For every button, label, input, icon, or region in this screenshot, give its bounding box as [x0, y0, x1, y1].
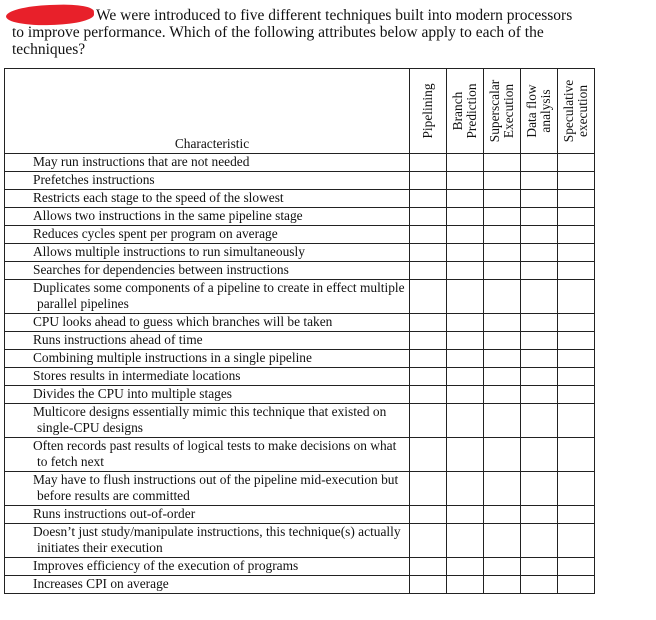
characteristic-cell	[5, 472, 410, 506]
characteristic-text: Reduces cycles spent per program on average	[33, 226, 278, 241]
table-row	[5, 262, 595, 280]
table-row	[5, 208, 595, 226]
characteristic-cell	[5, 576, 410, 594]
characteristic-cell	[5, 368, 410, 386]
answer-cell-pipelining[interactable]	[410, 472, 447, 506]
answer-cell-pipelining[interactable]	[410, 524, 447, 558]
column-header-speculative-execution: Speculative execution	[558, 69, 595, 154]
answer-cell-speculative-execution[interactable]	[558, 350, 595, 368]
answer-cell-superscalar-execution[interactable]	[484, 226, 521, 244]
row-number	[9, 524, 33, 540]
answer-cell-pipelining[interactable]	[410, 262, 447, 280]
answer-cell-speculative-execution[interactable]	[558, 368, 595, 386]
answer-cell-speculative-execution[interactable]	[558, 226, 595, 244]
answer-cell-data-flow-analysis[interactable]	[521, 506, 558, 524]
question-text	[12, 7, 612, 58]
characteristic-text: Restricts each stage to the speed of the slowest	[33, 190, 284, 205]
answer-cell-data-flow-analysis[interactable]	[521, 244, 558, 262]
column-header-pipelining: Pipelining	[410, 69, 447, 154]
answer-cell-superscalar-execution[interactable]	[484, 314, 521, 332]
characteristic-text: Runs instructions out-of-order	[33, 506, 196, 521]
row-number	[9, 226, 33, 242]
table-row	[5, 576, 595, 594]
answer-cell-data-flow-analysis[interactable]	[521, 190, 558, 208]
answer-cell-data-flow-analysis[interactable]	[521, 368, 558, 386]
characteristic-text: Multicore designs essentially mimic this technique that existed on single-CPU designs	[33, 404, 387, 435]
answer-cell-branch-prediction[interactable]	[447, 368, 484, 386]
question-line-1: We were introduced to five different techniques built into modern processors	[96, 7, 573, 24]
answer-cell-pipelining[interactable]	[410, 506, 447, 524]
characteristic-text: Increases CPI on average	[33, 576, 169, 591]
characteristic-text: Doesn’t just study/manipulate instructions, this technique(s) actually initiates their execution	[33, 524, 401, 555]
characteristic-text: Divides the CPU into multiple stages	[33, 386, 232, 401]
table-row	[5, 506, 595, 524]
answer-cell-speculative-execution[interactable]	[558, 280, 595, 314]
answer-cell-superscalar-execution[interactable]	[484, 524, 521, 558]
answer-cell-data-flow-analysis[interactable]	[521, 332, 558, 350]
answer-cell-superscalar-execution[interactable]	[484, 244, 521, 262]
characteristic-text: Combining multiple instructions in a single pipeline	[33, 350, 312, 365]
answer-cell-speculative-execution[interactable]	[558, 190, 595, 208]
table-row	[5, 280, 595, 314]
answer-cell-pipelining[interactable]	[410, 332, 447, 350]
header-row	[5, 69, 595, 154]
table-row	[5, 558, 595, 576]
answer-cell-superscalar-execution[interactable]	[484, 172, 521, 190]
answer-cell-data-flow-analysis[interactable]	[521, 314, 558, 332]
row-number	[9, 350, 33, 366]
row-number	[9, 472, 33, 488]
characteristic-cell	[5, 244, 410, 262]
table-row	[5, 350, 595, 368]
answer-cell-superscalar-execution[interactable]	[484, 506, 521, 524]
answer-cell-pipelining[interactable]	[410, 244, 447, 262]
answer-cell-data-flow-analysis[interactable]	[521, 154, 558, 172]
characteristic-cell	[5, 314, 410, 332]
answer-cell-data-flow-analysis[interactable]	[521, 438, 558, 472]
answer-cell-branch-prediction[interactable]	[447, 558, 484, 576]
characteristic-text: Duplicates some components of a pipeline to create in effect multiple parallel pipelines	[33, 280, 405, 311]
answer-cell-data-flow-analysis[interactable]	[521, 524, 558, 558]
table-row	[5, 172, 595, 190]
answer-cell-pipelining[interactable]	[410, 558, 447, 576]
answer-cell-branch-prediction[interactable]	[447, 386, 484, 404]
row-number	[9, 262, 33, 278]
table-row	[5, 472, 595, 506]
answer-cell-pipelining[interactable]	[410, 350, 447, 368]
column-header-superscalar-execution: Superscalar Execution	[484, 69, 521, 154]
answer-cell-pipelining[interactable]	[410, 172, 447, 190]
answer-cell-superscalar-execution[interactable]	[484, 404, 521, 438]
answer-cell-superscalar-execution[interactable]	[484, 350, 521, 368]
answer-cell-superscalar-execution[interactable]	[484, 558, 521, 576]
answer-cell-data-flow-analysis[interactable]	[521, 386, 558, 404]
row-number	[9, 438, 33, 454]
characteristic-cell	[5, 226, 410, 244]
answer-cell-branch-prediction[interactable]	[447, 190, 484, 208]
answer-cell-superscalar-execution[interactable]	[484, 332, 521, 350]
answer-cell-pipelining[interactable]	[410, 404, 447, 438]
table-row	[5, 404, 595, 438]
answer-cell-data-flow-analysis[interactable]	[521, 350, 558, 368]
table-row	[5, 226, 595, 244]
answer-cell-data-flow-analysis[interactable]	[521, 208, 558, 226]
row-number	[9, 558, 33, 574]
answer-cell-pipelining[interactable]	[410, 190, 447, 208]
column-header-branch-prediction: Branch Prediction	[447, 69, 484, 154]
characteristic-cell	[5, 404, 410, 438]
answer-cell-data-flow-analysis[interactable]	[521, 280, 558, 314]
characteristic-text: Often records past results of logical tests to make decisions on what to fetch next	[33, 438, 397, 469]
answer-cell-speculative-execution[interactable]	[558, 332, 595, 350]
characteristic-text: May have to flush instructions out of the pipeline mid-execution but before results are committed	[33, 472, 399, 503]
answer-cell-data-flow-analysis[interactable]	[521, 404, 558, 438]
row-number	[9, 386, 33, 402]
answer-cell-branch-prediction[interactable]	[447, 280, 484, 314]
characteristic-text: Prefetches instructions	[33, 172, 155, 187]
answer-cell-branch-prediction[interactable]	[447, 350, 484, 368]
answer-cell-data-flow-analysis[interactable]	[521, 172, 558, 190]
answer-cell-pipelining[interactable]	[410, 314, 447, 332]
answer-cell-branch-prediction[interactable]	[447, 226, 484, 244]
column-header-data-flow-analysis: Data flow analysis	[521, 69, 558, 154]
answer-cell-branch-prediction[interactable]	[447, 524, 484, 558]
question-line-2: to improve performance. Which of the following attributes below apply to each of the	[12, 24, 544, 41]
answer-cell-speculative-execution[interactable]	[558, 524, 595, 558]
answer-cell-speculative-execution[interactable]	[558, 262, 595, 280]
answer-cell-branch-prediction[interactable]	[447, 154, 484, 172]
characteristic-text: May run instructions that are not needed	[33, 154, 250, 169]
answer-cell-superscalar-execution[interactable]	[484, 190, 521, 208]
answer-cell-pipelining[interactable]	[410, 368, 447, 386]
characteristic-cell	[5, 208, 410, 226]
answer-cell-speculative-execution[interactable]	[558, 472, 595, 506]
row-number	[9, 244, 33, 260]
characteristic-cell	[5, 506, 410, 524]
question-line-3: techniques?	[12, 41, 86, 58]
answer-cell-data-flow-analysis[interactable]	[521, 262, 558, 280]
answer-cell-superscalar-execution[interactable]	[484, 368, 521, 386]
characteristic-cell	[5, 438, 410, 472]
table-row	[5, 154, 595, 172]
answer-cell-superscalar-execution[interactable]	[484, 280, 521, 314]
row-number	[9, 190, 33, 206]
answer-cell-speculative-execution[interactable]	[558, 154, 595, 172]
answer-cell-superscalar-execution[interactable]	[484, 262, 521, 280]
answer-cell-branch-prediction[interactable]	[447, 404, 484, 438]
row-number	[9, 280, 33, 296]
characteristic-cell	[5, 386, 410, 404]
answer-cell-superscalar-execution[interactable]	[484, 438, 521, 472]
answer-cell-superscalar-execution[interactable]	[484, 208, 521, 226]
answer-cell-pipelining[interactable]	[410, 208, 447, 226]
characteristic-header: Characteristic	[5, 69, 410, 154]
answer-cell-speculative-execution[interactable]	[558, 172, 595, 190]
characteristic-text: Improves efficiency of the execution of programs	[33, 558, 299, 573]
row-number	[9, 314, 33, 330]
answer-cell-superscalar-execution[interactable]	[484, 386, 521, 404]
answer-cell-data-flow-analysis[interactable]	[521, 226, 558, 244]
answer-cell-speculative-execution[interactable]	[558, 438, 595, 472]
answer-cell-data-flow-analysis[interactable]	[521, 576, 558, 594]
characteristic-cell	[5, 350, 410, 368]
answer-cell-pipelining[interactable]	[410, 280, 447, 314]
table-row	[5, 190, 595, 208]
characteristic-cell	[5, 262, 410, 280]
characteristic-text: Searches for dependencies between instructions	[33, 262, 289, 277]
table-row	[5, 438, 595, 472]
answer-cell-branch-prediction[interactable]	[447, 208, 484, 226]
characteristic-cell	[5, 280, 410, 314]
table-row	[5, 386, 595, 404]
techniques-table	[4, 68, 595, 594]
row-number	[9, 368, 33, 384]
row-number	[9, 506, 33, 522]
answer-cell-speculative-execution[interactable]	[558, 576, 595, 594]
answer-cell-pipelining[interactable]	[410, 226, 447, 244]
answer-cell-branch-prediction[interactable]	[447, 172, 484, 190]
answer-cell-speculative-execution[interactable]	[558, 314, 595, 332]
answer-cell-superscalar-execution[interactable]	[484, 472, 521, 506]
answer-cell-pipelining[interactable]	[410, 438, 447, 472]
characteristic-cell	[5, 172, 410, 190]
answer-cell-branch-prediction[interactable]	[447, 472, 484, 506]
answer-cell-branch-prediction[interactable]	[447, 314, 484, 332]
answer-cell-data-flow-analysis[interactable]	[521, 558, 558, 576]
table-row	[5, 244, 595, 262]
answer-cell-branch-prediction[interactable]	[447, 438, 484, 472]
characteristic-cell	[5, 332, 410, 350]
table-row	[5, 332, 595, 350]
characteristic-cell	[5, 558, 410, 576]
row-number	[9, 404, 33, 420]
table-row	[5, 368, 595, 386]
row-number	[9, 332, 33, 348]
answer-cell-speculative-execution[interactable]	[558, 506, 595, 524]
table-row	[5, 314, 595, 332]
characteristic-text: Stores results in intermediate locations	[33, 368, 241, 383]
answer-cell-pipelining[interactable]	[410, 154, 447, 172]
answer-cell-superscalar-execution[interactable]	[484, 576, 521, 594]
row-number	[9, 576, 33, 592]
answer-cell-speculative-execution[interactable]	[558, 208, 595, 226]
answer-cell-data-flow-analysis[interactable]	[521, 472, 558, 506]
characteristic-text: Runs instructions ahead of time	[33, 332, 203, 347]
row-number	[9, 172, 33, 188]
characteristic-cell	[5, 524, 410, 558]
answer-cell-branch-prediction[interactable]	[447, 262, 484, 280]
answer-cell-pipelining[interactable]	[410, 386, 447, 404]
answer-cell-superscalar-execution[interactable]	[484, 154, 521, 172]
table-row	[5, 524, 595, 558]
answer-cell-speculative-execution[interactable]	[558, 244, 595, 262]
answer-cell-branch-prediction[interactable]	[447, 332, 484, 350]
answer-cell-speculative-execution[interactable]	[558, 386, 595, 404]
answer-cell-branch-prediction[interactable]	[447, 244, 484, 262]
characteristic-cell	[5, 190, 410, 208]
answer-cell-speculative-execution[interactable]	[558, 558, 595, 576]
characteristic-cell	[5, 154, 410, 172]
answer-cell-speculative-execution[interactable]	[558, 404, 595, 438]
answer-cell-branch-prediction[interactable]	[447, 576, 484, 594]
characteristic-text: Allows two instructions in the same pipeline stage	[33, 208, 303, 223]
characteristic-text: CPU looks ahead to guess which branches will be taken	[33, 314, 333, 329]
row-number	[9, 154, 33, 170]
answer-cell-pipelining[interactable]	[410, 576, 447, 594]
answer-cell-branch-prediction[interactable]	[447, 506, 484, 524]
characteristic-text: Allows multiple instructions to run simultaneously	[33, 244, 305, 259]
row-number	[9, 208, 33, 224]
